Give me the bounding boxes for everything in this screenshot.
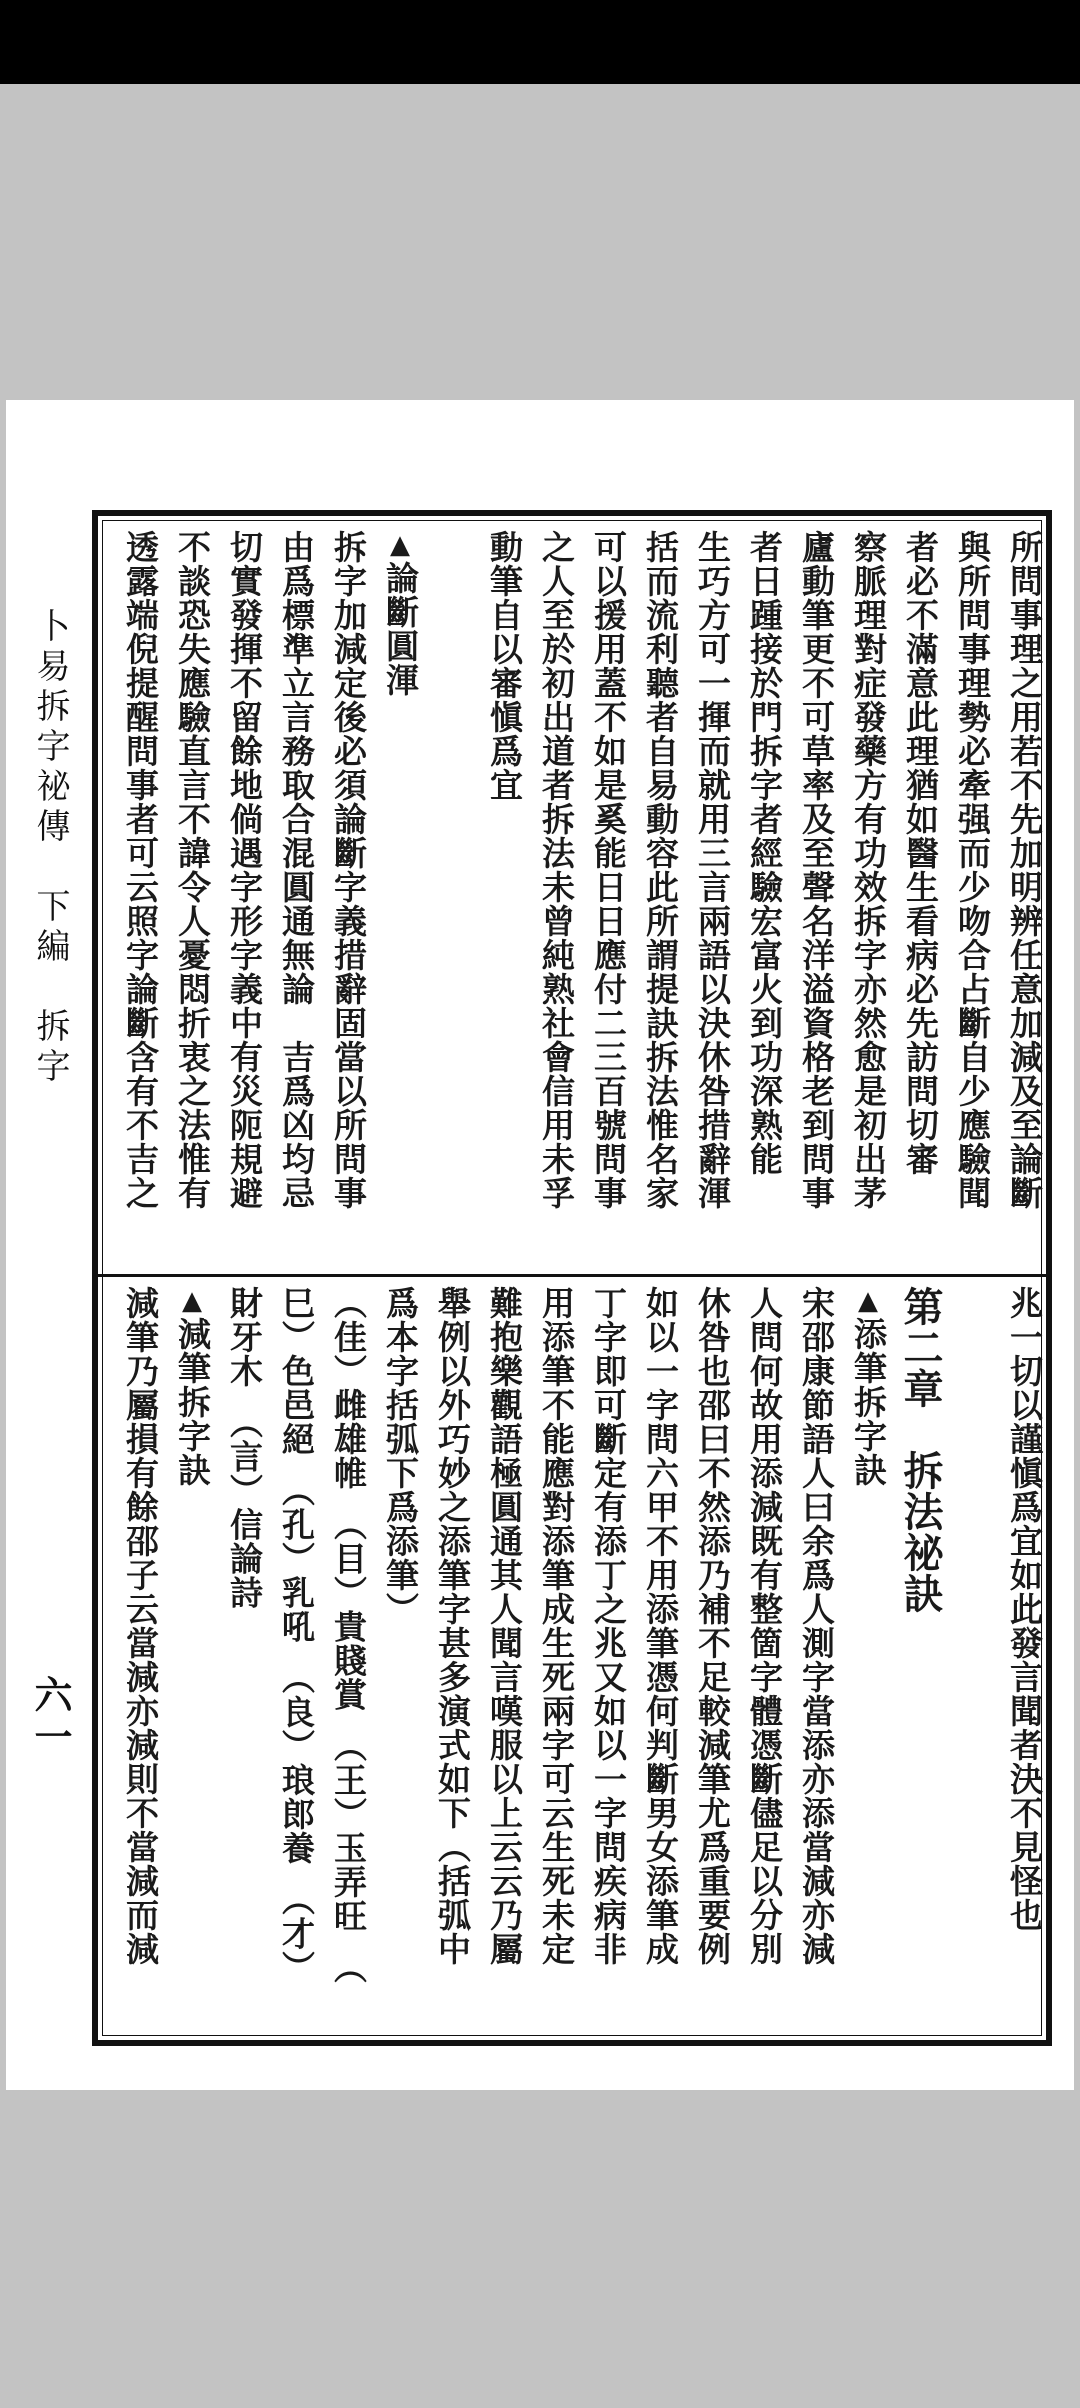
text-column: 宋邵康節語人曰余爲人測字當添亦添當減亦減 (797, 1286, 836, 1966)
chapter-heading: 第二章 拆法祕訣 (897, 1286, 944, 1614)
blank-column (946, 1286, 998, 2032)
bottom-text-columns (114, 1286, 1050, 2032)
text-column: 切實發揮不留餘地倘遇字形字義中有災阨規避 (225, 530, 264, 1210)
text-column: 財牙木 （言）信論詩 (225, 1286, 264, 1610)
text-column: 察脈理對症發藥方有功效拆字亦然愈是初出茅 (849, 530, 888, 1210)
text-column: 舉例以外巧妙之添筆字甚多演式如下（括弧中 (433, 1286, 472, 1966)
triangle-marker-icon: ▲ (385, 530, 415, 561)
triangle-marker-icon: ▲ (177, 1286, 207, 1317)
text-column: 括而流利聽者自易動容此所謂提訣拆法惟名家 (641, 530, 680, 1210)
top-half (114, 530, 1044, 1268)
subheading-text: 添筆拆字訣 (849, 1317, 888, 1487)
text-column: 廬動筆更不可草率及至聲名洋溢資格老到問事 (797, 530, 836, 1210)
section-subheading (374, 530, 426, 1268)
text-column: 與所問事理勢必牽强而少吻合占斷自少應驗聞 (953, 530, 992, 1210)
text-column: 巳）色邑絕 （孔）乳吼 （良）琅郎養 （才） (277, 1286, 316, 1985)
page-number: 六一 (28, 1675, 73, 1759)
text-column: 難抱樂觀語極圓通其人聞言嘆服以上云云乃屬 (485, 1286, 524, 1966)
text-column: 兆一切以謹愼爲宜如此發言聞者決不見怪也 (1005, 1286, 1044, 1932)
book-page (6, 400, 1074, 2090)
text-column: 如以一字問六甲不用添筆憑何判斷男女添筆成 (641, 1286, 680, 1966)
text-column: 爲本字括弧下爲添筆） (381, 1286, 420, 1626)
subheading-text: 減筆拆字訣 (173, 1317, 212, 1487)
half-divider (98, 1274, 1046, 1277)
text-column: 減筆乃屬損有餘邵子云當減亦減則不當減而減 (121, 1286, 160, 1966)
text-column: 透露端倪提醒問事者可云照字論斷含有不吉之 (121, 530, 160, 1210)
text-column: 人問何故用添減既有整箇字體憑斷儘足以分別 (745, 1286, 784, 1966)
text-column: 可以援用蓋不如是奚能日日應付二三百號問事 (589, 530, 628, 1210)
text-column: 丁字即可斷定有添丁之兆又如以一字問疾病非 (589, 1286, 628, 1966)
bottom-half (114, 1286, 1044, 2032)
section-subheading (166, 1286, 218, 2032)
running-head: 卜易拆字祕傳 下編 拆字 (30, 608, 70, 1088)
subheading-text: 論斷圓渾 (381, 561, 420, 697)
top-text-columns (114, 530, 1050, 1268)
text-column: 者必不滿意此理猶如醫生看病必先訪問切審 (901, 530, 940, 1176)
section-subheading (842, 1286, 894, 2032)
text-column: 用添筆不能應對添筆成生死兩字可云生死未定 (537, 1286, 576, 1966)
text-column: 拆字加減定後必須論斷字義措辭固當以所問事 (329, 530, 368, 1210)
text-column: 不談恐失應驗直言不諱令人憂悶折衷之法惟有 (173, 530, 212, 1210)
text-column: 所問事理之用若不先加明辨任意加減及至論斷 (1005, 530, 1044, 1210)
text-column: （佳）雌雄帷 （目）貴賤賞 （王）玉弄旺 （ (329, 1286, 368, 1985)
text-column: 休咎也邵曰不然添乃補不足較減筆尤爲重要例 (693, 1286, 732, 1966)
text-column: 動筆自以審愼爲宜 (485, 530, 524, 802)
text-column: 生巧方可一揮而就用三言兩語以決休咎措辭渾 (693, 530, 732, 1210)
text-column: 由爲標準立言務取合混圓通無論 吉爲凶均忌 (277, 530, 316, 1210)
text-column: 者日踵接於門拆字者經驗宏富火到功深熟能 (745, 530, 784, 1176)
text-column: 之人至於初出道者拆法未曾純熟社會信用未孚 (537, 530, 576, 1210)
status-bar (0, 0, 1080, 84)
triangle-marker-icon: ▲ (853, 1286, 883, 1317)
text-frame (92, 510, 1052, 2046)
blank-column (426, 530, 478, 1268)
